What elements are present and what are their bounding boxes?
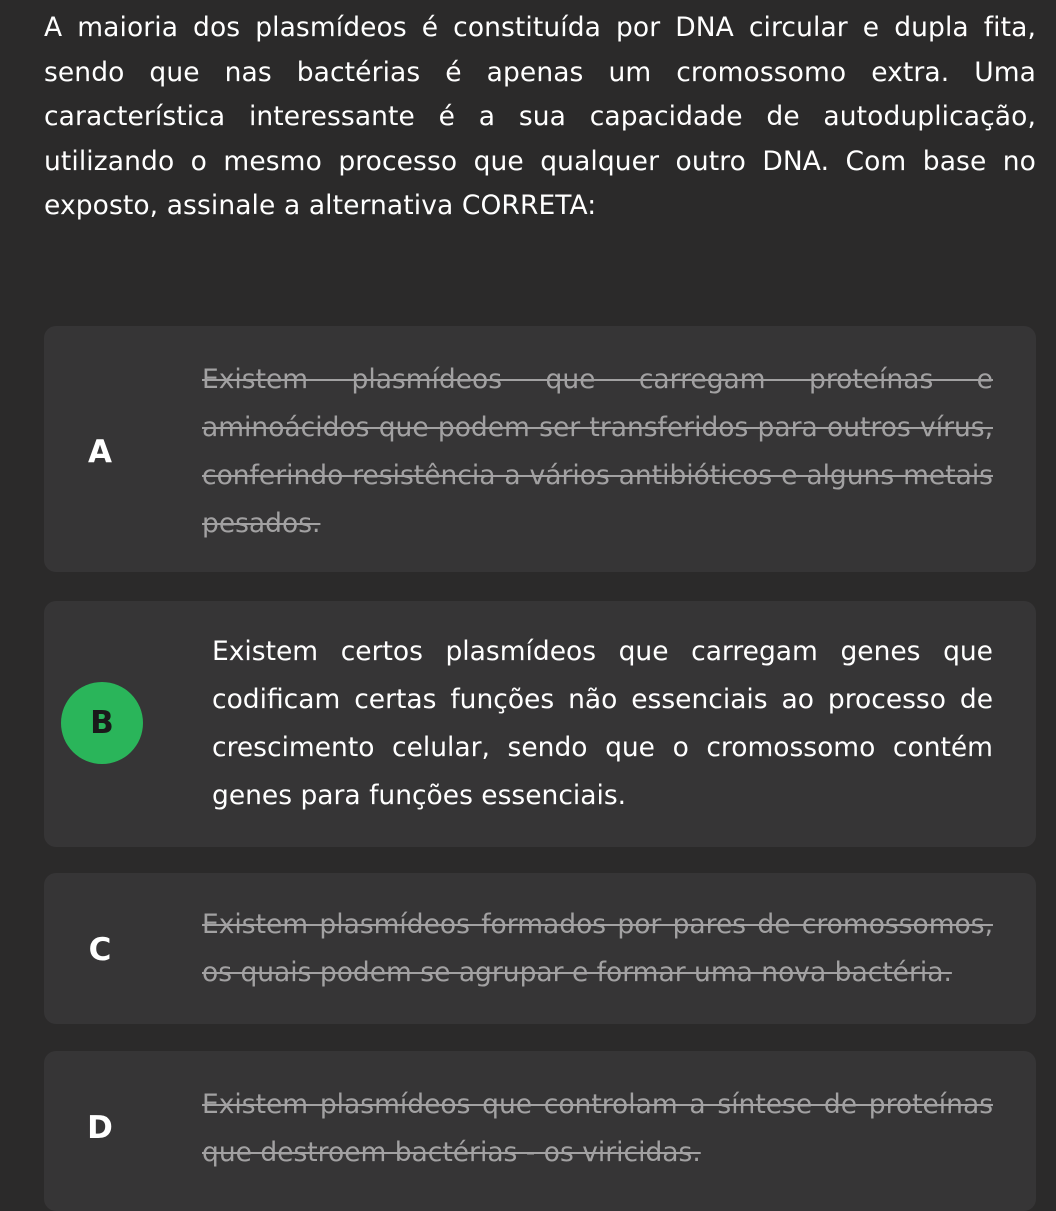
option-selected-badge [61,682,143,764]
option-text: Existem plasmídeos que controlam a síntese de proteínas que destroem bactérias - os viricidas. [202,1089,993,1168]
option-letter: B [90,705,114,741]
option-d[interactable] [44,1051,1036,1211]
option-letter: A [88,434,112,470]
option-c[interactable] [44,873,1036,1024]
option-text: Existem plasmídeos formados por pares de cromossomos, os quais podem se agrupar e formar uma nova bactéria. [202,909,993,988]
option-a[interactable] [44,326,1036,572]
option-text: Existem certos plasmídeos que carregam genes que codificam certas funções não essenciais ao processo de crescimento celular, sendo que o cromossomo contém genes para funções essenciais. [212,636,993,811]
option-b[interactable] [44,601,1036,847]
question-text: A maioria dos plasmídeos é constituída por DNA circular e dupla fita, sendo que nas bactérias é apenas um cromossomo extra. Uma característica interessante é a sua capacidade de autoduplicação, utilizando o mesmo processo que qualquer outro DNA. Com base no exposto, assinale a alternativa CORRETA: [44,12,1036,222]
option-letter: D [87,1110,113,1146]
option-text: Existem plasmídeos que carregam proteínas e aminoácidos que podem ser transferidos para outros vírus, conferindo resistência a vários antibióticos e alguns metais pesados. [202,364,993,539]
option-letter: C [88,932,112,968]
